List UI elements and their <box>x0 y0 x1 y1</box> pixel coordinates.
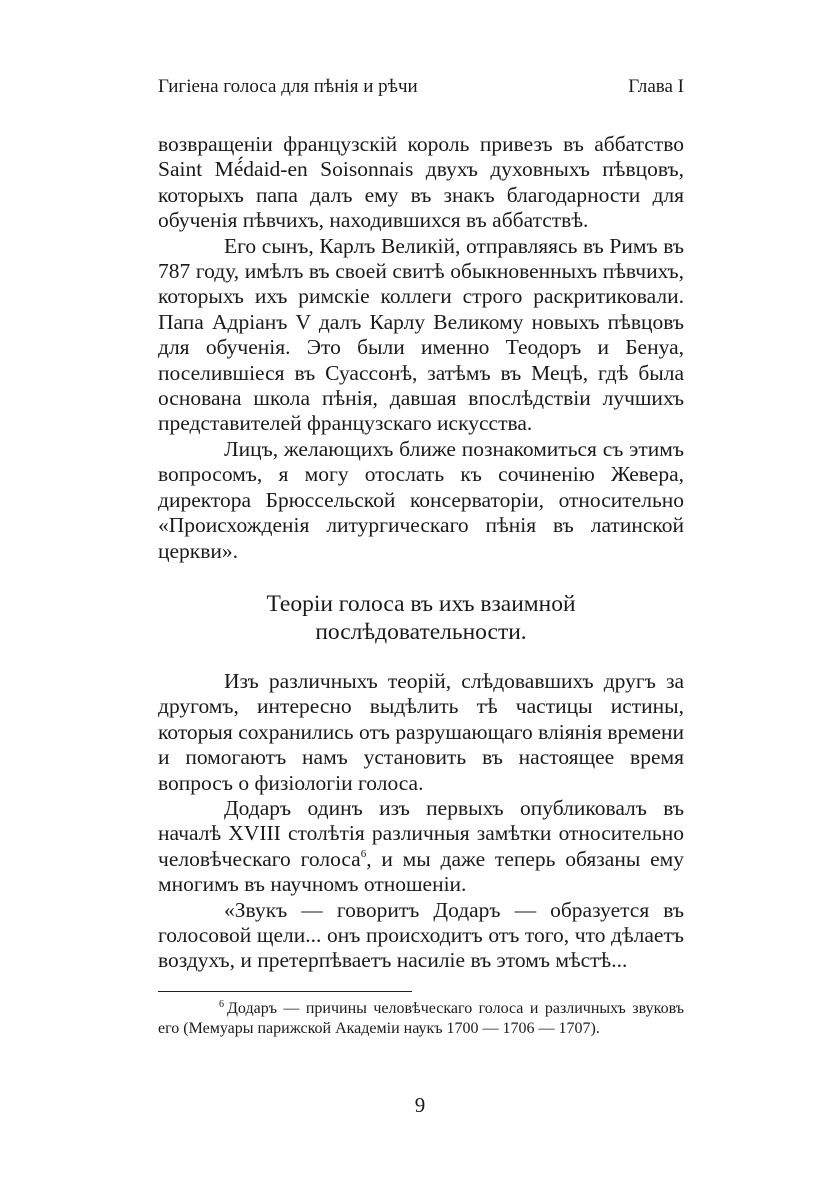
paragraph-text: Додаръ одинъ изъ первыхъ опубликовалъ въ началѣ XVIII столѣтія различныя замѣтки относительно человѣческаго голоса <box>158 795 684 871</box>
page-body <box>158 132 684 974</box>
paragraph: Лицъ, желающихъ ближе познакомиться съ этимъ вопросомъ, я могу отослать къ сочиненію Жевера, директора Брюссельской консерваторіи, относительно «Происхожденія литургическаго пѣнія въ латинской церкви». <box>158 436 684 563</box>
paragraph: Изъ различныхъ теорій, слѣдовавшихъ другъ за другомъ, интересно выдѣлить тѣ частицы истины, которыя сохранились отъ разрушающаго вліянія времени и помогаютъ намъ установить въ настоящее время вопросъ о физіологіи голоса. <box>158 668 684 795</box>
paragraph: «Звукъ — говоритъ Додаръ — образуется въ голосовой щели... онъ происходитъ отъ того, что дѣлаетъ воздухъ, и претерпѣваетъ насиліе въ этомъ мѣстѣ... <box>158 897 684 973</box>
running-header-title: Гигіена голоса для пѣнія и рѣчи <box>158 76 418 97</box>
paragraph <box>158 796 684 898</box>
section-heading-line: послѣдовательности. <box>315 618 527 645</box>
footnote-reference: 6 <box>360 847 367 860</box>
footnote-divider <box>158 991 412 992</box>
running-header-chapter: Глава I <box>628 76 684 97</box>
paragraph: Его сынъ, Карлъ Великій, отправляясь въ Римъ въ 787 году, имѣлъ въ своей свитѣ обыкновенныхъ пѣвчихъ, которыхъ ихъ римскіе коллеги строго раскритиковали. Папа Адріанъ V далъ Карлу Великому новыхъ пѣвцовъ для обученія. Это были именно Теодоръ и Бенуа, поселившіеся въ Суассонѣ, затѣмъ въ Мецѣ, гдѣ была основана школа пѣнія, давшая впослѣдствіи лучшихъ представителей французскаго искусства. <box>158 233 684 436</box>
footnote-text: Додаръ — причины человѣческаго голоса и различныхъ звуковъ его (Мемуары парижской Академіи наукъ 1700 — 1706 — 1707). <box>158 1000 684 1037</box>
section-heading-line: Теоріи голоса въ ихъ взаимной <box>266 590 576 617</box>
paragraph-text: , и мы даже теперь обязаны ему многимъ въ научномъ отношеніи. <box>158 846 684 897</box>
paragraph-continuation: возвращеніи французскій король привезъ въ аббатство Saint Mé́daid-en Soisonnais двухъ духовныхъ пѣвцовъ, которыхъ папа далъ ему въ знакъ благодарности для обученія пѣвчихъ, находившихся въ аббатствѣ. <box>158 132 684 233</box>
page-number: 9 <box>414 1093 426 1117</box>
section-heading <box>158 590 684 646</box>
footnote: 6 Додаръ — причины человѣческаго голоса и различныхъ звуковъ его (Мемуары парижской Академіи наукъ 1700 — 1706 — 1707). <box>158 999 684 1037</box>
